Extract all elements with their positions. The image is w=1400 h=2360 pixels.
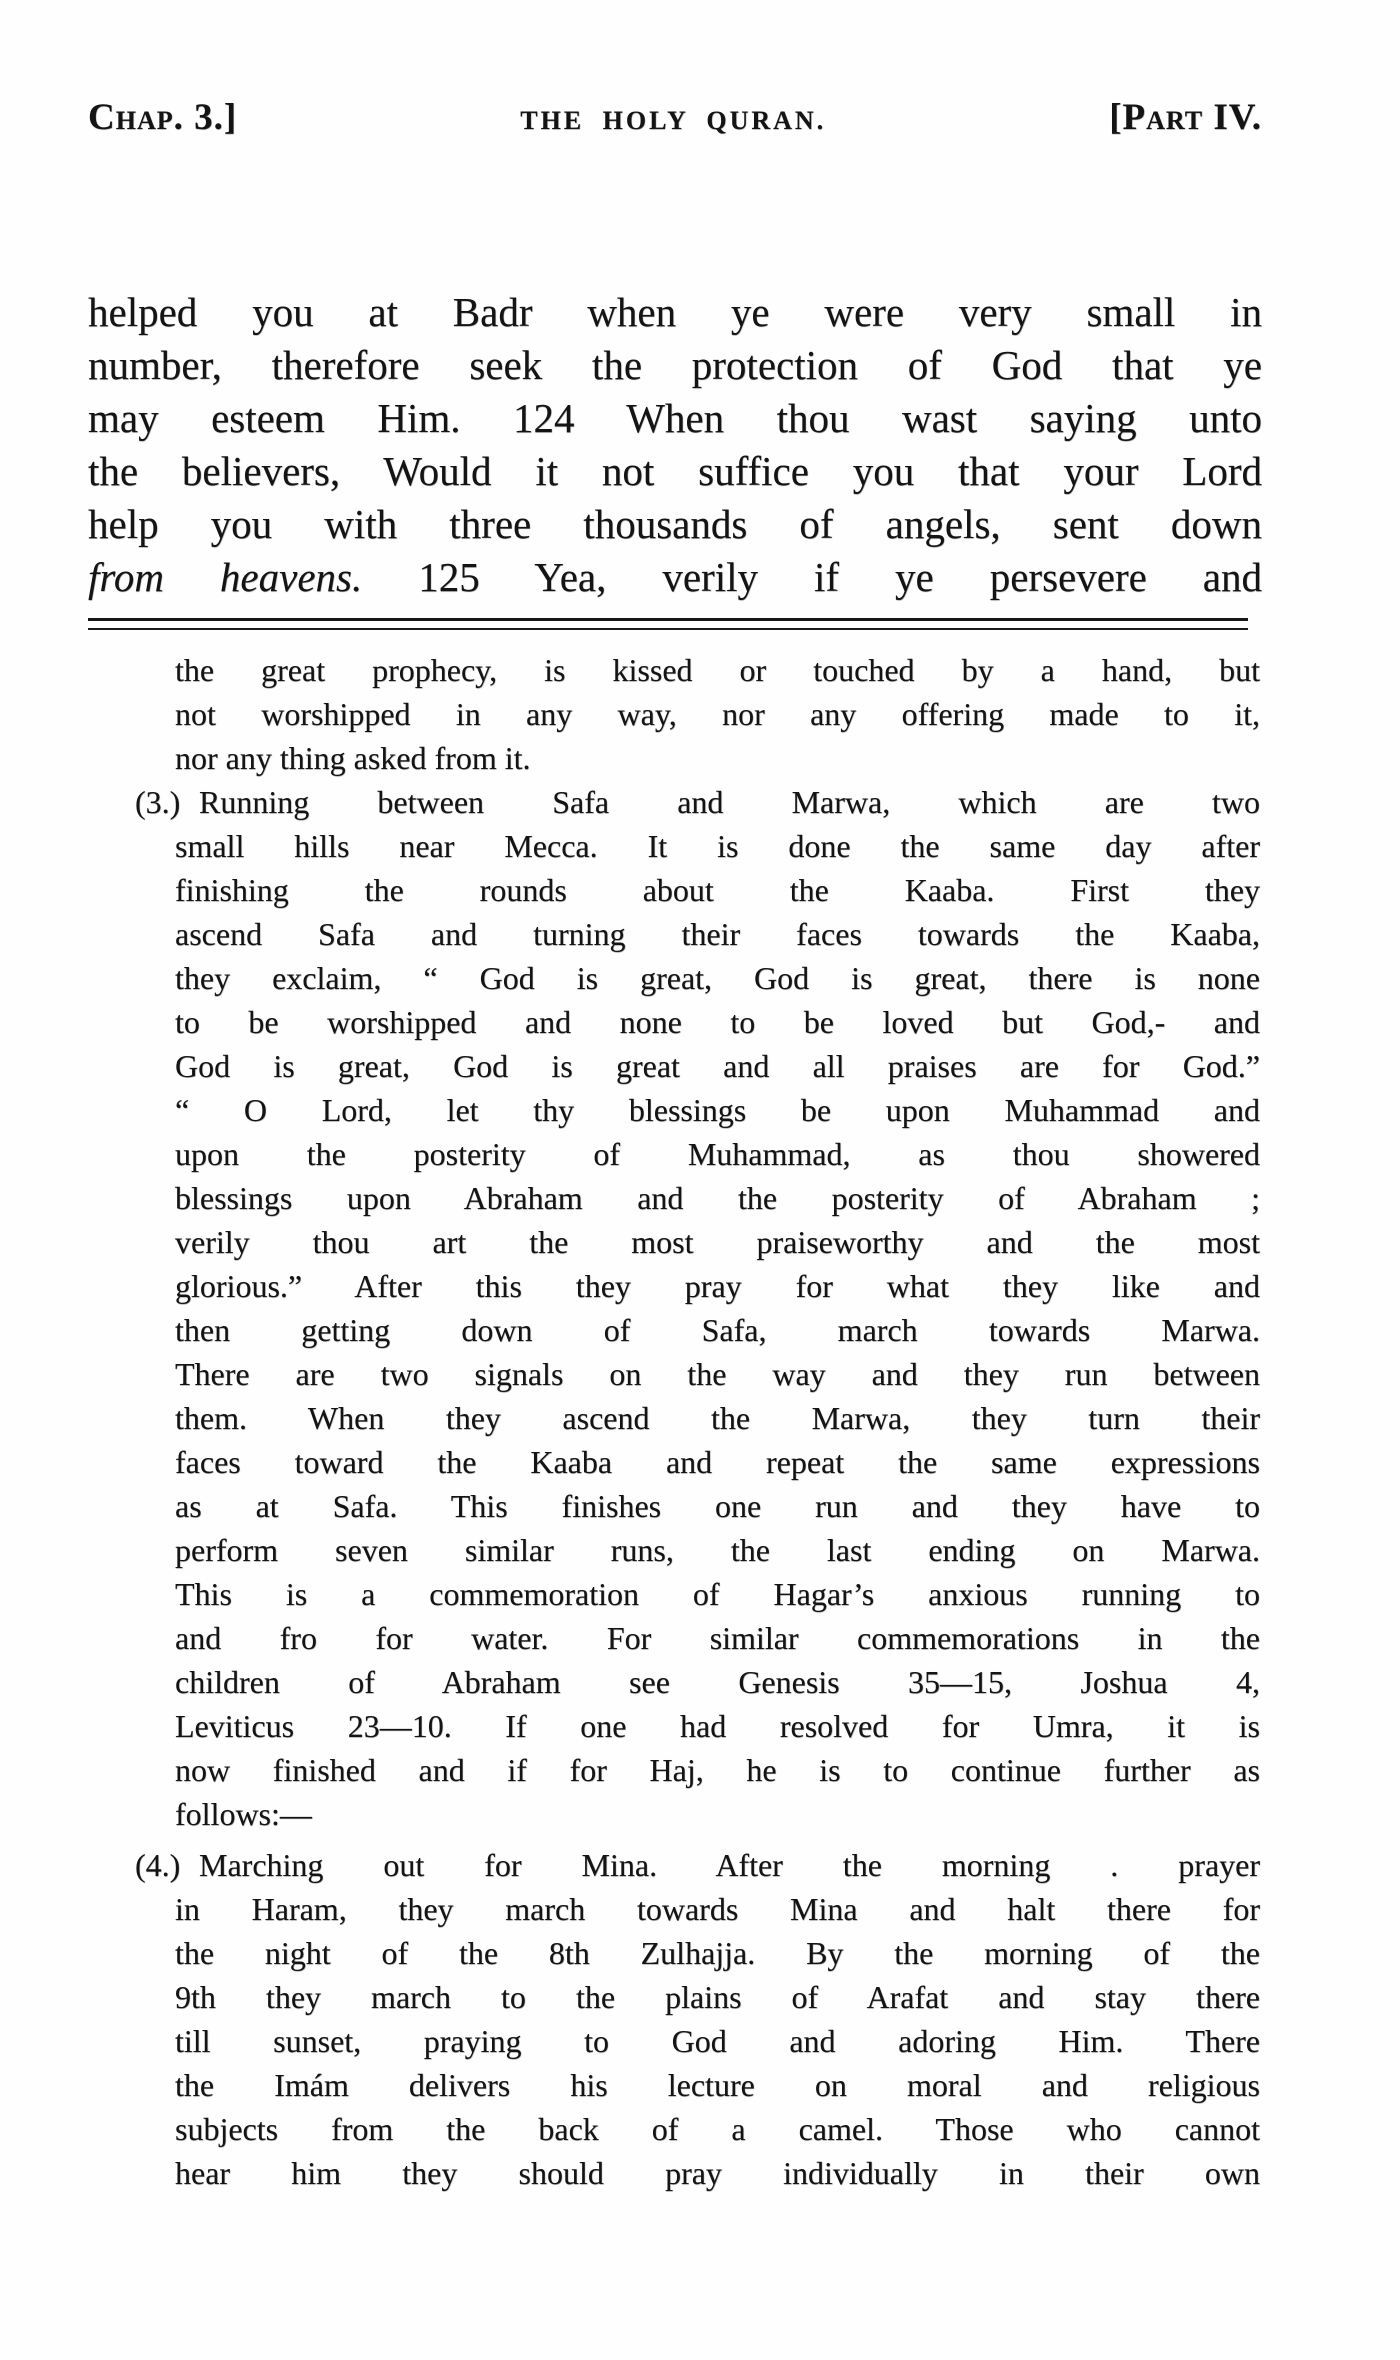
verse-paragraph bbox=[88, 286, 1262, 604]
verse-segment: help you with three thousands of angels, sent down bbox=[88, 501, 1262, 547]
footnote-line: ascend Safa and turning their faces towards the Kaaba, bbox=[175, 916, 1260, 952]
footnote-line: This is a commemoration of Hagar’s anxious running to bbox=[175, 1576, 1260, 1612]
footnote-line: then getting down of Safa, march towards Marwa. bbox=[175, 1312, 1260, 1348]
footnote-line: blessings upon Abraham and the posterity of Abraham ; bbox=[175, 1180, 1260, 1216]
footnote-line: the Imám delivers his lecture on moral and religious bbox=[175, 2067, 1260, 2103]
footnote-marker: (4.) bbox=[135, 1847, 181, 1883]
footnote-line: not worshipped in any way, nor any offering made to it, bbox=[175, 696, 1260, 732]
verse-line bbox=[88, 551, 1262, 604]
footnote-line: Leviticus 23—10. If one had resolved for Umra, it is bbox=[175, 1708, 1260, 1744]
verse-line bbox=[88, 392, 1262, 445]
footnote-line: and fro for water. For similar commemorations in the bbox=[175, 1620, 1260, 1656]
verse-segment: number, therefore seek the protection of God that ye bbox=[88, 342, 1262, 388]
footnote-line: “ O Lord, let thy blessings be upon Muhammad and bbox=[175, 1092, 1260, 1128]
verse-segment: the believers, Would it not suffice you that your Lord bbox=[88, 448, 1262, 494]
footnote-line: nor any thing asked from it. bbox=[175, 740, 531, 776]
footnote-line: perform seven similar runs, the last ending on Marwa. bbox=[175, 1532, 1260, 1568]
header-part: [Part IV. bbox=[1109, 97, 1262, 138]
footnote-line: (3.) Running between Safa and Marwa, which are two bbox=[175, 780, 1260, 824]
footnote-line: they exclaim, “ God is great, God is great, there is none bbox=[175, 960, 1260, 996]
header-chapter: Chap. 3.] bbox=[88, 97, 238, 138]
verse-segment: helped you at Badr when ye were very small in bbox=[88, 289, 1262, 335]
footnote-line: till sunset, praying to God and adoring Him. There bbox=[175, 2023, 1260, 2059]
footnote-line: in Haram, they march towards Mina and halt there for bbox=[175, 1891, 1260, 1927]
footnote-line: as at Safa. This finishes one run and they have to bbox=[175, 1488, 1260, 1524]
footnote-line: the night of the 8th Zulhajja. By the morning of the bbox=[175, 1935, 1260, 1971]
footnote-line: (4.) Marching out for Mina. After the morning . prayer bbox=[175, 1843, 1260, 1887]
verse-line bbox=[88, 339, 1262, 392]
footnote-line: finishing the rounds about the Kaaba. First they bbox=[175, 872, 1260, 908]
footnote-line: small hills near Mecca. It is done the same day after bbox=[175, 828, 1260, 864]
footnote-line: verily thou art the most praiseworthy and the most bbox=[175, 1224, 1260, 1260]
footnote-line: to be worshipped and none to be loved but God,- and bbox=[175, 1004, 1260, 1040]
footnote-line: follows:— bbox=[175, 1796, 312, 1832]
footnote-line: upon the posterity of Muhammad, as thou showered bbox=[175, 1136, 1260, 1172]
verse-line bbox=[88, 445, 1262, 498]
footnote-line: children of Abraham see Genesis 35—15, Joshua 4, bbox=[175, 1664, 1260, 1700]
verse-segment: 125 Yea, verily if ye persevere and bbox=[362, 554, 1262, 600]
footnote-line: subjects from the back of a camel. Those who cannot bbox=[175, 2111, 1260, 2147]
verse-italic-segment: from heavens. bbox=[88, 554, 363, 600]
footnote-line: There are two signals on the way and they run between bbox=[175, 1356, 1260, 1392]
footnote-line: hear him they should pray individually in their own bbox=[175, 2155, 1260, 2191]
footnote-line: God is great, God is great and all praises are for God.” bbox=[175, 1048, 1260, 1084]
footnotes-section bbox=[135, 648, 1260, 2195]
verse-line bbox=[88, 286, 1262, 339]
footnote-line: now finished and if for Haj, he is to continue further as bbox=[175, 1752, 1260, 1788]
verse-line bbox=[88, 498, 1262, 551]
footnote-line: glorious.” After this they pray for what they like and bbox=[175, 1268, 1260, 1304]
footnote-line: faces toward the Kaaba and repeat the same expressions bbox=[175, 1444, 1260, 1480]
page-header bbox=[88, 96, 1262, 139]
footnote-marker: (3.) bbox=[135, 784, 181, 820]
verse-segment: may esteem Him. 124 When thou wast saying unto bbox=[88, 395, 1262, 441]
footnote-item bbox=[135, 780, 1260, 1836]
header-title: THE HOLY QURAN. bbox=[520, 106, 827, 135]
footnote-line: the great prophecy, is kissed or touched by a hand, but bbox=[175, 652, 1260, 688]
footnote-line: them. When they ascend the Marwa, they turn their bbox=[175, 1400, 1260, 1436]
footnote-line: 9th they march to the plains of Arafat and stay there bbox=[175, 1979, 1260, 2015]
footnote-divider bbox=[88, 618, 1248, 630]
footnote-item bbox=[135, 1843, 1260, 2195]
